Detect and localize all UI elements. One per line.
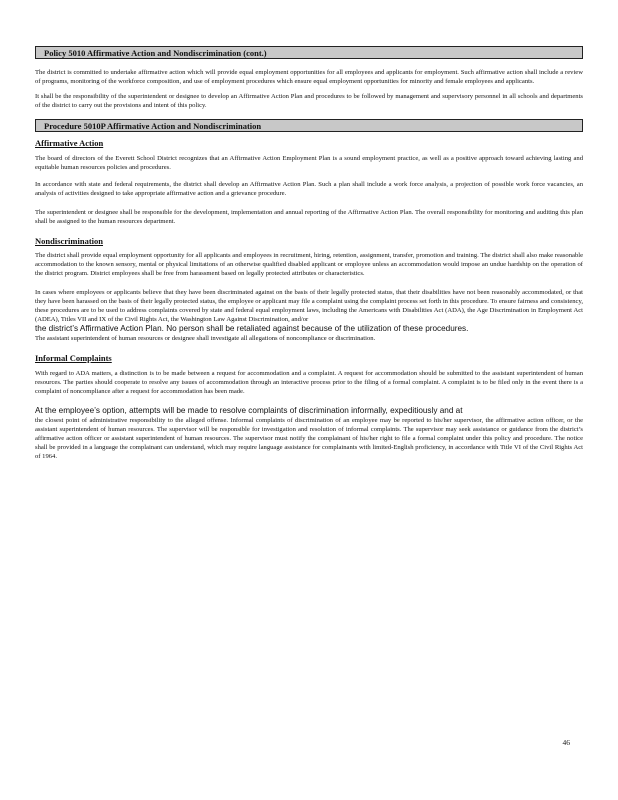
nondiscrimination-paragraph-2: In cases where employees or applicants believe that they have been discriminated against on the basis of their legally protected status, that their disabilities have not been reasonably accommodated, or that they have been harassed on the basis of their legally protected status, the employee or applicant may file a complaint using the complaint process set forth in this procedure. To ensure fairness and consistency, these procedures are to be used to address complaints covered by state and federal equal employment laws, including the Americans with Disabilities Act (ADA), the Age Discrimination in Employment Act (ADEA), Titles VII and IX of the Civil Rights Act, the Washington Law Against Discrimination, and/or	[35, 289, 583, 323]
policy-header-bar	[35, 46, 583, 59]
policy-header-text: Policy 5010 Affirmative Action and Nondiscrimination (cont.)	[44, 48, 267, 58]
nondiscrimination-retaliation-line: the district’s Affirmative Action Plan. No person shall be retaliated against because of the utilization of these procedures.	[35, 324, 469, 333]
nondiscrimination-paragraph-2-end: The assistant superintendent of human resources or designee shall investigate all allegations of noncompliance or discrimination.	[35, 335, 376, 342]
informal-complaints-option-line: At the employee’s option, attempts will be made to resolve complaints of discrimination informally, expeditiously and at	[35, 406, 463, 415]
nondiscrimination-heading: Nondiscrimination	[35, 236, 104, 246]
policy-paragraph-1: The district is committed to undertake affirmative action which will provide equal employment opportunities for all employees and applicants for employment. Such affirmative action shall include a review of programs, monitoring of the workforce composition, and use of employment procedures which ensure equal employment opportunities for minority and female employees and applicants.	[35, 69, 583, 85]
document-page	[35, 46, 583, 461]
affirmative-action-paragraph-1: The board of directors of the Everett School District recognizes that an Affirmative Action Employment Plan is a sound employment practice, as well as a positive approach toward achieving lasting and equitable human resources policies and procedures.	[35, 155, 583, 171]
page-number: 46	[562, 738, 570, 747]
policy-paragraph-2: It shall be the responsibility of the superintendent or designee to develop an Affirmative Action Plan and procedures to be followed by management and supervisory personnel in all schools and departments of the district to carry out the provisions and intent of this policy.	[35, 93, 583, 109]
informal-complaints-paragraph-1: With regard to ADA matters, a distinction is to be made between a request for accommodation and a complaint. A request for accommodation should be submitted to the assistant superintendent of human resources. The parties should cooperate to resolve any issues of accommodation through an interactive process prior to the filing of a formal complaint. A complaint is to be filed only in the event there is a complaint of noncompliance after a request for accommodation has been made.	[35, 370, 583, 395]
affirmative-action-paragraph-2: In accordance with state and federal requirements, the district shall develop an Affirmative Action Plan. Such a plan shall include a work force analysis, a projection of possible work force vacancies, an analysis of activities designed to take appropriate affirmative action and a grievance procedure.	[35, 181, 583, 197]
informal-complaints-paragraph-2: the closest point of administrative responsibility to the alleged offense. Informal complaints of discrimination of an employee may be reported to his/her supervisor, the affirmative action officer, or the assistant superintendent of human resources. The supervisor will be responsible for investigation and resolution of informal complaints. The supervisor may seek assistance or guidance from the district’s affirmative action officer or assistant superintendent of human resources. The supervisor must notify the complainant of his/her right to file a formal complaint under this policy and procedure. The notice shall be provided in a language the complainant can understand, which may require language assistance for complainants with limited-English proficiency, in accordance with Title VI of the Civil Rights Act of 1964.	[35, 417, 583, 460]
nondiscrimination-paragraph-1: The district shall provide equal employment opportunity for all applicants and employees in recruitment, hiring, retention, assignment, transfer, promotion and training. The district shall also make reasonable accommodation to the known sensory, mental or physical limitations of an otherwise qualified disabled applicant or employee unless an accommodation would impose an undue hardship on the operation of the district program. District employees shall be free from harassment based on legally protected attributes or characteristics.	[35, 252, 583, 277]
affirmative-action-heading: Affirmative Action	[35, 138, 104, 148]
procedure-header-bar	[35, 119, 583, 132]
procedure-header-text: Procedure 5010P Affirmative Action and Nondiscrimination	[44, 121, 262, 131]
affirmative-action-paragraph-3: The superintendent or designee shall be responsible for the development, implementation and annual reporting of the Affirmative Action Plan. The overall responsibility for monitoring and auditing this plan shall be assigned to the human resources department.	[35, 209, 583, 225]
informal-complaints-heading: Informal Complaints	[35, 353, 112, 363]
